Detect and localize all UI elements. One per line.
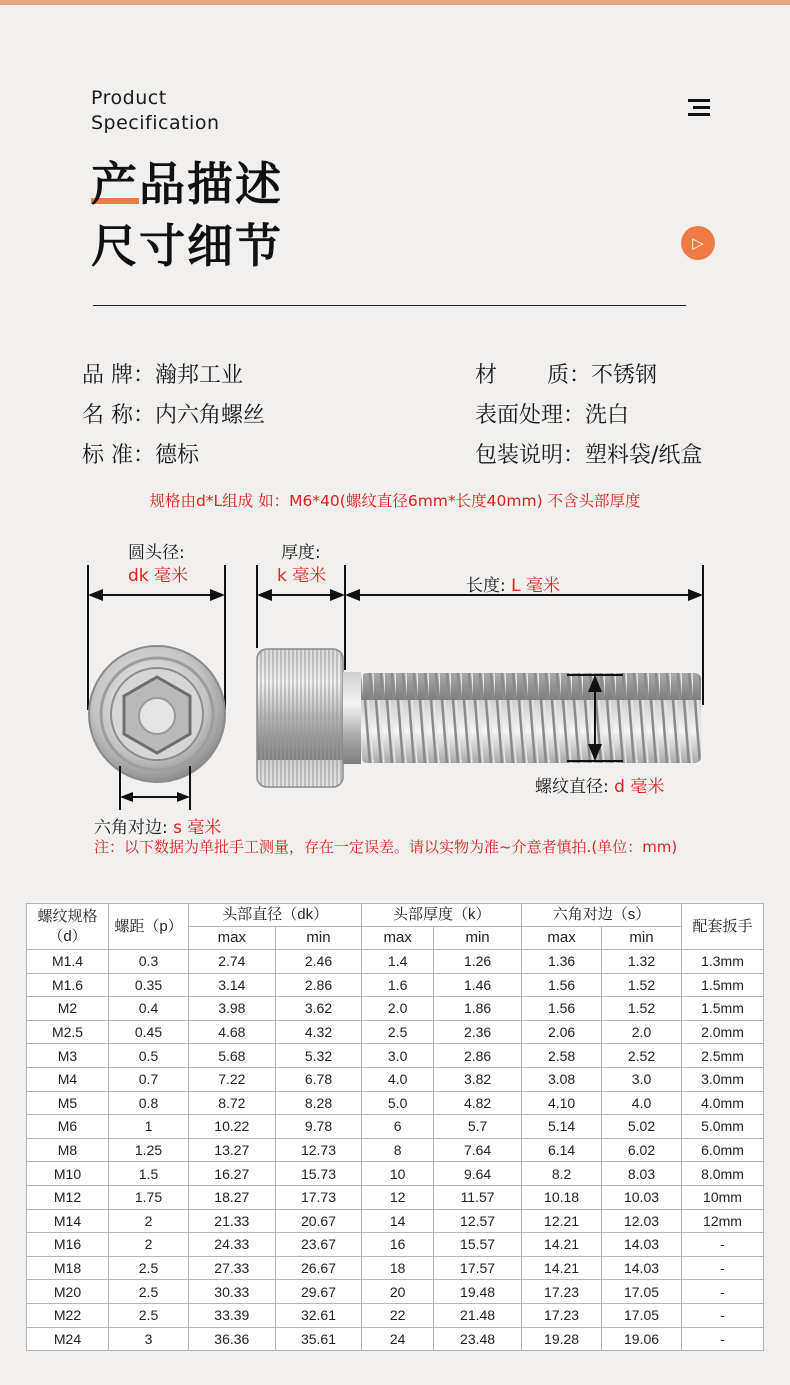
- table-cell: 8.0mm: [682, 1162, 764, 1186]
- table-body: [27, 950, 764, 1351]
- table-cell: 11.57: [434, 1185, 522, 1209]
- table-row: [27, 1162, 764, 1186]
- table-cell: -: [682, 1280, 764, 1304]
- table-cell: 26.67: [275, 1256, 362, 1280]
- spec-brand-label: 品 牌：: [82, 363, 155, 388]
- table-cell: 4.0: [362, 1067, 434, 1091]
- table-cell: M18: [27, 1256, 109, 1280]
- table-row: [27, 950, 764, 974]
- table-cell: -: [682, 1256, 764, 1280]
- spec-surface-label: 表面处理：: [475, 403, 586, 428]
- measurement-note: 注：以下数据为单批手工测量，存在一定误差。请以实物为准~介意者慎拍.(单位：mm): [94, 838, 678, 856]
- table-cell: 10: [362, 1162, 434, 1186]
- table-cell: -: [682, 1233, 764, 1257]
- table-cell: 4.10: [522, 1091, 602, 1115]
- play-icon[interactable]: ▷: [681, 226, 715, 260]
- table-cell: -: [682, 1303, 764, 1327]
- table-cell: 23.48: [434, 1327, 522, 1351]
- table-cell: 27.33: [189, 1256, 276, 1280]
- table-row: [27, 1209, 764, 1233]
- col-hex: 六角对边（s）: [522, 904, 682, 927]
- table-cell: 1.46: [434, 973, 522, 997]
- table-cell: 8: [362, 1138, 434, 1162]
- table-cell: 3.0mm: [682, 1067, 764, 1091]
- dk-label: 圆头径:: [128, 543, 185, 563]
- table-cell: 0.45: [109, 1020, 189, 1044]
- menu-icon[interactable]: [688, 99, 710, 117]
- table-cell: 1.56: [522, 997, 602, 1021]
- table-cell: 5.0mm: [682, 1115, 764, 1139]
- page-title: 产品描述: [91, 157, 283, 211]
- spec-material-value: 不锈钢: [591, 363, 658, 388]
- table-cell: 0.4: [109, 997, 189, 1021]
- table-cell: 2.86: [434, 1044, 522, 1068]
- table-cell: 24: [362, 1327, 434, 1351]
- spec-standard: [82, 442, 199, 470]
- table-cell: 1.6: [362, 973, 434, 997]
- table-cell: M2: [27, 997, 109, 1021]
- k-value: k 毫米: [277, 566, 327, 586]
- table-cell: 2.5mm: [682, 1044, 764, 1068]
- col-min: min: [602, 927, 682, 950]
- s-label: 六角对边: s 毫米: [94, 818, 222, 838]
- table-cell: 1.25: [109, 1138, 189, 1162]
- table-cell: 14.03: [602, 1256, 682, 1280]
- spec-standard-label: 标 准：: [82, 443, 155, 468]
- table-cell: 2.5: [109, 1303, 189, 1327]
- table-cell: 2: [109, 1209, 189, 1233]
- table-cell: 7.64: [434, 1138, 522, 1162]
- table-cell: 1.56: [522, 973, 602, 997]
- table-cell: 3.82: [434, 1067, 522, 1091]
- spec-package-label: 包装说明：: [475, 443, 586, 468]
- table-cell: M14: [27, 1209, 109, 1233]
- page-subtitle: 尺寸细节: [91, 219, 283, 273]
- table-row: [27, 1280, 764, 1304]
- table-cell: 3.0: [602, 1067, 682, 1091]
- table-cell: 1.86: [434, 997, 522, 1021]
- table-cell: 3.98: [189, 997, 276, 1021]
- table-cell: 5.32: [275, 1044, 362, 1068]
- table-cell: 0.7: [109, 1067, 189, 1091]
- table-cell: 10.03: [602, 1185, 682, 1209]
- table-cell: 19.28: [522, 1327, 602, 1351]
- table-cell: 1.52: [602, 973, 682, 997]
- table-cell: 13.27: [189, 1138, 276, 1162]
- table-cell: 17.05: [602, 1280, 682, 1304]
- col-max: max: [522, 927, 602, 950]
- table-cell: 1.52: [602, 997, 682, 1021]
- table-cell: 1.3mm: [682, 950, 764, 974]
- table-cell: 10mm: [682, 1185, 764, 1209]
- table-cell: 1.36: [522, 950, 602, 974]
- table-cell: 3.62: [275, 997, 362, 1021]
- header-divider: [93, 305, 686, 306]
- table-cell: 4.0: [602, 1091, 682, 1115]
- table-cell: 2.36: [434, 1020, 522, 1044]
- table-cell: M24: [27, 1327, 109, 1351]
- table-cell: 14.21: [522, 1233, 602, 1257]
- table-cell: 5.14: [522, 1115, 602, 1139]
- table-row: [27, 1044, 764, 1068]
- table-cell: 20: [362, 1280, 434, 1304]
- table-cell: 3.14: [189, 973, 276, 997]
- table-cell: 17.23: [522, 1280, 602, 1304]
- table-row: [27, 997, 764, 1021]
- table-cell: 33.39: [189, 1303, 276, 1327]
- table-cell: 1.4: [362, 950, 434, 974]
- col-max: max: [189, 927, 276, 950]
- col-wrench: 配套扳手: [682, 904, 764, 950]
- table-cell: 2.52: [602, 1044, 682, 1068]
- table-cell: M20: [27, 1280, 109, 1304]
- table-cell: 3.08: [522, 1067, 602, 1091]
- table-cell: M2.5: [27, 1020, 109, 1044]
- spec-name-value: 内六角螺丝: [155, 403, 266, 428]
- table-cell: 2.06: [522, 1020, 602, 1044]
- col-max: max: [362, 927, 434, 950]
- table-cell: 6.0mm: [682, 1138, 764, 1162]
- table-cell: 10.22: [189, 1115, 276, 1139]
- dk-value: dk 毫米: [128, 566, 189, 586]
- table-cell: M8: [27, 1138, 109, 1162]
- table-row: [27, 1327, 764, 1351]
- table-cell: 29.67: [275, 1280, 362, 1304]
- table-cell: 18.27: [189, 1185, 276, 1209]
- table-row: [27, 1020, 764, 1044]
- table-cell: 3.0: [362, 1044, 434, 1068]
- table-cell: M4: [27, 1067, 109, 1091]
- table-cell: 8.2: [522, 1162, 602, 1186]
- table-cell: 15.73: [275, 1162, 362, 1186]
- table-cell: 21.48: [434, 1303, 522, 1327]
- spec-brand: [82, 362, 243, 390]
- table-cell: 4.68: [189, 1020, 276, 1044]
- spec-package-value: 塑料袋/纸盒: [585, 443, 703, 468]
- table-cell: 2.0: [602, 1020, 682, 1044]
- table-cell: 1.5: [109, 1162, 189, 1186]
- table-cell: 2.0mm: [682, 1020, 764, 1044]
- table-cell: 16: [362, 1233, 434, 1257]
- table-cell: 4.82: [434, 1091, 522, 1115]
- table-cell: 12.73: [275, 1138, 362, 1162]
- table-row: [27, 1115, 764, 1139]
- spec-name: [82, 402, 265, 430]
- spec-package: [475, 442, 702, 470]
- spec-format-note: 规格由d*L组成 如：M6*40(螺纹直径6mm*长度40mm) 不含头部厚度: [149, 492, 641, 510]
- table-cell: M22: [27, 1303, 109, 1327]
- table-cell: 8.72: [189, 1091, 276, 1115]
- spec-name-label: 名 称：: [82, 403, 155, 428]
- english-title-line2: Specification: [91, 112, 220, 134]
- table-cell: 2.86: [275, 973, 362, 997]
- table-cell: 14.03: [602, 1233, 682, 1257]
- spec-surface-value: 洗白: [585, 403, 630, 428]
- table-cell: 6.14: [522, 1138, 602, 1162]
- col-head-thk: 头部厚度（k）: [362, 904, 522, 927]
- k-label: 厚度:: [281, 543, 321, 563]
- table-cell: 0.8: [109, 1091, 189, 1115]
- english-title: [91, 86, 220, 136]
- table-cell: 1.5mm: [682, 973, 764, 997]
- l-label: 长度: L 毫米: [466, 576, 561, 596]
- table-cell: 2.5: [362, 1020, 434, 1044]
- table-cell: 19.06: [602, 1327, 682, 1351]
- table-cell: 12.57: [434, 1209, 522, 1233]
- table-cell: 30.33: [189, 1280, 276, 1304]
- col-min: min: [275, 927, 362, 950]
- spec-material: [475, 362, 657, 390]
- table-cell: 4.32: [275, 1020, 362, 1044]
- table-cell: 2.0: [362, 997, 434, 1021]
- table-cell: 21.33: [189, 1209, 276, 1233]
- table-cell: 6.02: [602, 1138, 682, 1162]
- col-thread: 螺纹规格（d）: [27, 904, 109, 950]
- table-cell: 22: [362, 1303, 434, 1327]
- table-cell: 23.67: [275, 1233, 362, 1257]
- table-cell: 0.5: [109, 1044, 189, 1068]
- table-cell: 17.73: [275, 1185, 362, 1209]
- table-cell: 9.78: [275, 1115, 362, 1139]
- table-cell: M3: [27, 1044, 109, 1068]
- table-row: [27, 1138, 764, 1162]
- table-cell: 20.67: [275, 1209, 362, 1233]
- spec-standard-value: 德标: [155, 443, 200, 468]
- table-cell: 10.18: [522, 1185, 602, 1209]
- table-cell: 24.33: [189, 1233, 276, 1257]
- table-cell: 12.03: [602, 1209, 682, 1233]
- english-title-line1: Product: [91, 87, 167, 109]
- table-cell: M10: [27, 1162, 109, 1186]
- table-cell: M5: [27, 1091, 109, 1115]
- table-cell: 9.64: [434, 1162, 522, 1186]
- table-cell: 6.78: [275, 1067, 362, 1091]
- table-cell: 12.21: [522, 1209, 602, 1233]
- table-cell: 1.26: [434, 950, 522, 974]
- top-accent-bar: [0, 0, 790, 5]
- table-cell: M1.6: [27, 973, 109, 997]
- table-cell: 12mm: [682, 1209, 764, 1233]
- table-cell: M12: [27, 1185, 109, 1209]
- table-cell: M1.4: [27, 950, 109, 974]
- table-row: [27, 1185, 764, 1209]
- table-cell: 17.05: [602, 1303, 682, 1327]
- table-cell: 2.74: [189, 950, 276, 974]
- col-head-dia: 头部直径（dk）: [189, 904, 362, 927]
- col-pitch: 螺距（p）: [109, 904, 189, 950]
- table-cell: 2.58: [522, 1044, 602, 1068]
- table-row: [27, 973, 764, 997]
- table-cell: 5.02: [602, 1115, 682, 1139]
- table-cell: 18: [362, 1256, 434, 1280]
- table-cell: 1.75: [109, 1185, 189, 1209]
- table-cell: 0.3: [109, 950, 189, 974]
- table-cell: 7.22: [189, 1067, 276, 1091]
- table-cell: 5.68: [189, 1044, 276, 1068]
- table-cell: 36.36: [189, 1327, 276, 1351]
- table-cell: 14: [362, 1209, 434, 1233]
- table-cell: 2.46: [275, 950, 362, 974]
- table-cell: 19.48: [434, 1280, 522, 1304]
- table-cell: 2.5: [109, 1280, 189, 1304]
- table-cell: 2: [109, 1233, 189, 1257]
- table-row: [27, 1256, 764, 1280]
- table-cell: 4.0mm: [682, 1091, 764, 1115]
- table-cell: 2.5: [109, 1256, 189, 1280]
- table-cell: 8.28: [275, 1091, 362, 1115]
- col-min: min: [434, 927, 522, 950]
- table-cell: 0.35: [109, 973, 189, 997]
- table-cell: 8.03: [602, 1162, 682, 1186]
- table-cell: 16.27: [189, 1162, 276, 1186]
- table-cell: 1.32: [602, 950, 682, 974]
- table-cell: 17.57: [434, 1256, 522, 1280]
- screw-diagram: [0, 520, 790, 880]
- table-row: [27, 1091, 764, 1115]
- table-row: [27, 1067, 764, 1091]
- table-cell: 5.0: [362, 1091, 434, 1115]
- table-cell: -: [682, 1327, 764, 1351]
- table-cell: 1.5mm: [682, 997, 764, 1021]
- table-cell: 6: [362, 1115, 434, 1139]
- table-row: [27, 1233, 764, 1257]
- spec-material-label: 材 质：: [475, 363, 592, 388]
- table-cell: 5.7: [434, 1115, 522, 1139]
- table-cell: 32.61: [275, 1303, 362, 1327]
- spec-surface: [475, 402, 629, 430]
- table-row: [27, 1303, 764, 1327]
- spec-brand-value: 瀚邦工业: [155, 363, 244, 388]
- table-cell: 15.57: [434, 1233, 522, 1257]
- table-cell: M16: [27, 1233, 109, 1257]
- d-label: 螺纹直径: d 毫米: [535, 777, 665, 797]
- table-cell: 1: [109, 1115, 189, 1139]
- table-cell: 17.23: [522, 1303, 602, 1327]
- table-cell: M6: [27, 1115, 109, 1139]
- table-cell: 35.61: [275, 1327, 362, 1351]
- table-cell: 14.21: [522, 1256, 602, 1280]
- table-cell: 3: [109, 1327, 189, 1351]
- size-table: [26, 903, 764, 1351]
- table-cell: 12: [362, 1185, 434, 1209]
